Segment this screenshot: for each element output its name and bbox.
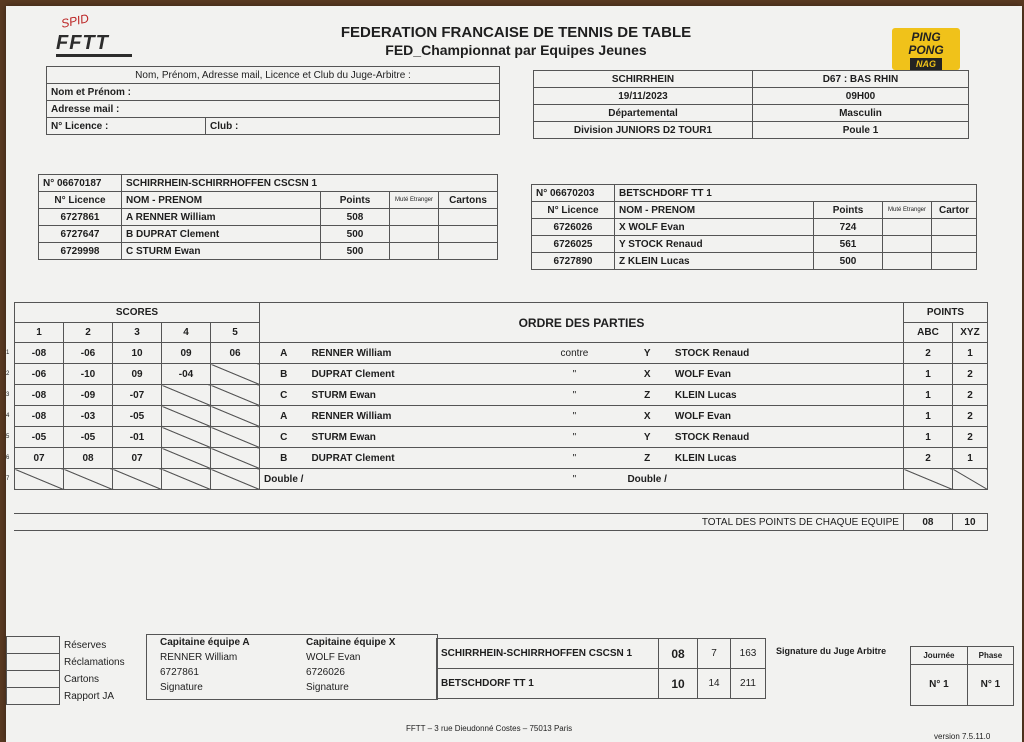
player-a-letter: C (260, 385, 308, 406)
result-table (436, 638, 766, 699)
game-points-xyz: 2 (953, 385, 988, 406)
game-points-xyz: 1 (953, 448, 988, 469)
check-reserves: Réserves (64, 639, 107, 651)
points-heading: POINTS (904, 303, 988, 323)
player-x-letter: Y (623, 427, 670, 448)
set-score: -08 (15, 343, 64, 364)
set-score: -10 (64, 364, 113, 385)
game-row (15, 364, 988, 385)
game-number: 1 (6, 350, 10, 356)
total-label: TOTAL DES POINTS DE CHAQUE EQUIPE (14, 514, 903, 531)
game-points-abc: 1 (904, 427, 953, 448)
referee-name-label: Nom et Prénom : (47, 84, 500, 101)
set-score: -08 (15, 406, 64, 427)
pingpong-logo-line3: NAG (910, 58, 942, 71)
player-points: 561 (814, 236, 883, 253)
set-score (211, 448, 260, 469)
set-score: 07 (15, 448, 64, 469)
team-a-row (39, 209, 498, 226)
scores-table (14, 302, 988, 490)
captain-a-signature: Signature (160, 682, 203, 693)
set-score (162, 406, 211, 427)
team-a-col-muted: Muté Etranger (390, 192, 439, 209)
set-score: -07 (113, 385, 162, 406)
referee-heading: Nom, Prénom, Adresse mail, Licence et Club du Juge-Arbitre : (47, 67, 500, 84)
set-score: 09 (162, 343, 211, 364)
game-points-xyz: 2 (953, 364, 988, 385)
captain-x-signature: Signature (306, 682, 349, 693)
result-x-v1: 14 (698, 669, 731, 699)
player-a-name: STURM Ewan (307, 385, 525, 406)
player-x-name: WOLF Evan (671, 406, 904, 427)
player-a-letter: A (260, 343, 308, 364)
score-sheet (6, 6, 1022, 742)
versus-label: " (525, 385, 623, 406)
set-score (211, 364, 260, 385)
player-licence: 6727861 (39, 209, 122, 226)
game-points-xyz: 2 (953, 427, 988, 448)
player-letter: Y (619, 238, 626, 250)
set-score (162, 385, 211, 406)
game-number: 2 (6, 371, 10, 377)
game-row (15, 343, 988, 364)
player-a-name: RENNER William (307, 406, 525, 427)
match-region: D67 : BAS RHIN (753, 71, 969, 88)
game-points-xyz: 2 (953, 406, 988, 427)
player-a-letter: B (260, 364, 308, 385)
game-points-abc: 1 (904, 364, 953, 385)
game-number: 5 (6, 434, 10, 440)
abc-heading: ABC (904, 323, 953, 343)
player-a-name: DUPRAT Clement (307, 364, 525, 385)
phase-value: N° 1 (967, 664, 1013, 705)
match-gender: Masculin (753, 105, 969, 122)
set-score (162, 448, 211, 469)
set-score (15, 469, 64, 490)
player-a-name: RENNER William (307, 343, 525, 364)
game-row (15, 385, 988, 406)
team-a-col-cards: Cartons (439, 192, 498, 209)
set-label: 1 (15, 323, 64, 343)
pingpong-logo (892, 28, 960, 70)
game-number: 4 (6, 413, 10, 419)
pingpong-logo-line1: PING (911, 30, 941, 44)
player-name: WOLF Evan (628, 221, 685, 233)
set-score: 09 (113, 364, 162, 385)
result-x-score: 10 (659, 669, 698, 699)
captain-a-name: RENNER William (160, 652, 238, 663)
referee-table (46, 66, 500, 135)
set-score: 06 (211, 343, 260, 364)
version-label: version 7.5.11.0 (934, 732, 991, 741)
player-x-letter: X (623, 406, 670, 427)
player-letter: X (619, 221, 626, 233)
team-a-row (39, 243, 498, 260)
player-x-letter: Z (623, 448, 670, 469)
game-row (15, 427, 988, 448)
total-xyz: 10 (952, 514, 987, 531)
set-score (64, 469, 113, 490)
address-footer: FFTT – 3 rue Dieudonné Costes – 75013 Paris (406, 724, 573, 733)
match-date: 19/11/2023 (534, 88, 753, 105)
set-score: -08 (15, 385, 64, 406)
match-time: 09H00 (753, 88, 969, 105)
set-score: -09 (64, 385, 113, 406)
match-level: Départemental (534, 105, 753, 122)
total-abc: 08 (903, 514, 952, 531)
player-a-letter: Double / (260, 469, 308, 490)
captain-x-name: WOLF Evan (306, 652, 361, 663)
player-name: STURM Ewan (136, 245, 201, 257)
referee-club-label: Club : (206, 118, 500, 135)
set-score (211, 385, 260, 406)
player-licence: 6726026 (532, 219, 615, 236)
set-score: -05 (64, 427, 113, 448)
check-reclamations: Réclamations (64, 656, 125, 668)
player-x-name: KLEIN Lucas (671, 385, 904, 406)
spid-logo: SPID (59, 11, 91, 31)
set-score: -05 (113, 406, 162, 427)
player-name: STOCK Renaud (628, 238, 703, 250)
pingpong-logo-line2: PONG (908, 43, 944, 57)
game-number: 7 (6, 476, 10, 482)
result-a-v1: 7 (698, 639, 731, 669)
player-x-letter: Y (623, 343, 670, 364)
fftt-logo: FFTT (56, 32, 109, 54)
game-number: 3 (6, 392, 10, 398)
team-a-col-licence: N° Licence (39, 192, 122, 209)
player-x-letter: X (623, 364, 670, 385)
player-x-name: KLEIN Lucas (671, 448, 904, 469)
round-table (910, 646, 1014, 706)
game-points-abc: 1 (904, 385, 953, 406)
game-points-xyz: 1 (953, 343, 988, 364)
result-x-v2: 211 (731, 669, 766, 699)
player-licence: 6729998 (39, 243, 122, 260)
versus-label: " (525, 469, 623, 490)
captain-x-licence: 6726026 (306, 667, 345, 678)
player-a-letter: A (260, 406, 308, 427)
set-score (211, 469, 260, 490)
captain-a-licence: 6727861 (160, 667, 199, 678)
set-score: -01 (113, 427, 162, 448)
referee-email-label: Adresse mail : (47, 101, 500, 118)
team-a-col-points: Points (321, 192, 390, 209)
team-a-table (38, 174, 498, 260)
versus-label: " (525, 448, 623, 469)
check-cards: Cartons (64, 673, 100, 685)
player-a-letter: B (260, 448, 308, 469)
game-row (15, 448, 988, 469)
player-letter: B (126, 228, 134, 240)
versus-label: " (525, 427, 623, 448)
team-x-name: BETSCHDORF TT 1 (615, 185, 977, 202)
game-points-xyz (953, 469, 988, 490)
game-points-abc: 1 (904, 406, 953, 427)
set-score (211, 406, 260, 427)
game-row (15, 406, 988, 427)
set-score: 07 (113, 448, 162, 469)
game-points-abc: 2 (904, 448, 953, 469)
team-x-row (532, 253, 977, 270)
player-letter: Z (619, 255, 626, 267)
player-x-letter: Z (623, 385, 670, 406)
result-x-team: BETSCHDORF TT 1 (437, 669, 659, 699)
result-a-team: SCHIRRHEIN-SCHIRRHOFFEN CSCSN 1 (437, 639, 659, 669)
team-x-row (532, 236, 977, 253)
phase-label: Phase (967, 647, 1013, 665)
checks-table (6, 636, 130, 705)
versus-label: " (525, 406, 623, 427)
player-letter: A (126, 211, 133, 223)
player-a-name (307, 469, 525, 490)
xyz-heading: XYZ (953, 323, 988, 343)
versus-label: " (525, 364, 623, 385)
game-row (15, 469, 988, 490)
total-table (14, 513, 988, 531)
result-a-v2: 163 (731, 639, 766, 669)
order-heading: ORDRE DES PARTIES (260, 303, 904, 343)
team-x-table (531, 184, 977, 270)
player-licence: 6726025 (532, 236, 615, 253)
player-name: DUPRAT Clement (136, 228, 220, 240)
game-number: 6 (6, 455, 10, 461)
match-info-table (533, 70, 969, 139)
player-licence: 6727647 (39, 226, 122, 243)
player-points: 724 (814, 219, 883, 236)
set-score: 08 (64, 448, 113, 469)
team-a-col-name: NOM - PRENOM (122, 192, 321, 209)
captain-x-title: Capitaine équipe X (306, 637, 396, 648)
player-name: RENNER William (135, 211, 216, 223)
player-x-name (671, 469, 904, 490)
set-score: 10 (113, 343, 162, 364)
player-x-name: STOCK Renaud (671, 427, 904, 448)
referee-signature-label: Signature du Juge Arbitre (776, 646, 887, 656)
player-a-name: DUPRAT Clement (307, 448, 525, 469)
team-x-col-points: Points (814, 202, 883, 219)
fftt-logo-bar (56, 54, 132, 57)
scores-heading: SCORES (15, 303, 260, 323)
player-x-name: WOLF Evan (671, 364, 904, 385)
set-score (211, 427, 260, 448)
team-x-row (532, 219, 977, 236)
game-points-abc (904, 469, 953, 490)
set-score (162, 469, 211, 490)
set-score: -06 (15, 364, 64, 385)
match-place: SCHIRRHEIN (534, 71, 753, 88)
player-a-letter: C (260, 427, 308, 448)
game-points-abc: 2 (904, 343, 953, 364)
team-x-col-muted: Muté Etranger (883, 202, 932, 219)
set-score: -04 (162, 364, 211, 385)
set-label: 5 (211, 323, 260, 343)
check-report: Rapport JA (64, 690, 115, 702)
team-a-row (39, 226, 498, 243)
player-points: 500 (321, 243, 390, 260)
set-score (113, 469, 162, 490)
player-points: 500 (814, 253, 883, 270)
player-licence: 6727890 (532, 253, 615, 270)
player-x-letter: Double / (623, 469, 670, 490)
journee-value: N° 1 (911, 664, 968, 705)
versus-label: contre (525, 343, 623, 364)
team-x-col-name: NOM - PRENOM (615, 202, 814, 219)
page-subtitle: FED_Championnat par Equipes Jeunes (385, 42, 647, 58)
set-label: 3 (113, 323, 162, 343)
set-score (162, 427, 211, 448)
team-a-number: N° 06670187 (39, 175, 122, 192)
team-x-number: N° 06670203 (532, 185, 615, 202)
set-label: 4 (162, 323, 211, 343)
player-points: 508 (321, 209, 390, 226)
player-letter: C (126, 245, 134, 257)
page-title: FEDERATION FRANCAISE DE TENNIS DE TABLE (340, 24, 692, 41)
team-a-name: SCHIRRHEIN-SCHIRRHOFFEN CSCSN 1 (122, 175, 498, 192)
set-label: 2 (64, 323, 113, 343)
team-x-col-cards: Cartor (932, 202, 977, 219)
set-score: -06 (64, 343, 113, 364)
referee-licence-label: N° Licence : (47, 118, 206, 135)
team-x-col-licence: N° Licence (532, 202, 615, 219)
journee-label: Journée (911, 647, 968, 665)
match-division: Division JUNIORS D2 TOUR1 (534, 122, 753, 139)
captain-a-title: Capitaine équipe A (160, 637, 250, 648)
set-score: -05 (15, 427, 64, 448)
match-pool: Poule 1 (753, 122, 969, 139)
player-points: 500 (321, 226, 390, 243)
player-a-name: STURM Ewan (307, 427, 525, 448)
result-a-score: 08 (659, 639, 698, 669)
player-name: KLEIN Lucas (627, 255, 690, 267)
player-x-name: STOCK Renaud (671, 343, 904, 364)
set-score: -03 (64, 406, 113, 427)
